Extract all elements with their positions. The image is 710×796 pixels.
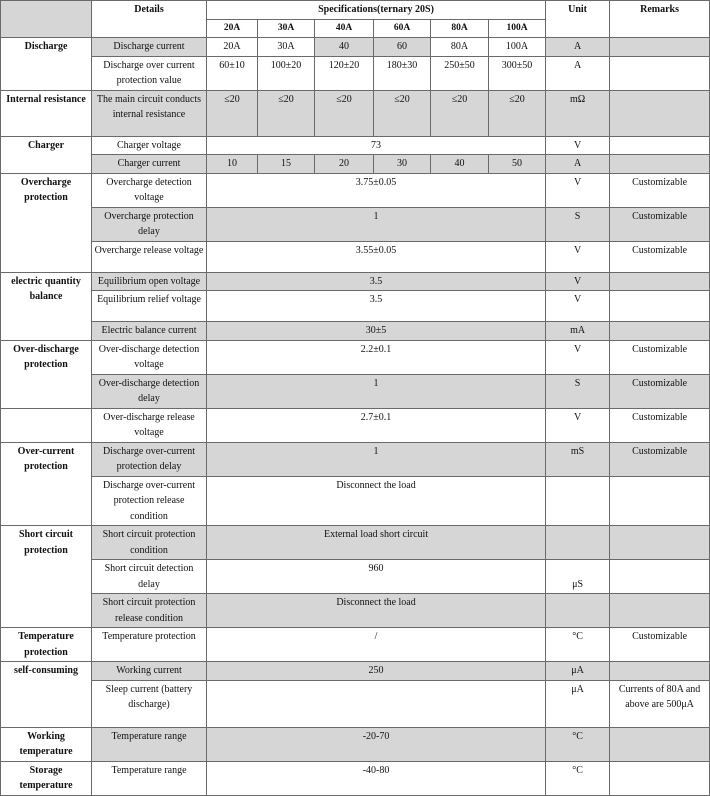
spec-value: 250±50 <box>431 56 489 90</box>
remark-cell: Customizable <box>610 207 710 241</box>
header-current-20a: 20A <box>207 19 258 38</box>
spec-value: 1 <box>207 374 546 408</box>
spec-value: 2.7±0.1 <box>207 408 546 442</box>
table-row <box>1 560 710 594</box>
param-label: Short circuit protection condition <box>92 526 207 560</box>
spec-value: 2.2±0.1 <box>207 340 546 374</box>
table-row <box>1 340 710 374</box>
param-label: Equilibrium relief voltage <box>92 291 207 322</box>
table-row <box>1 408 710 442</box>
table-row <box>1 56 710 90</box>
remark-cell: Customizable <box>610 241 710 272</box>
table-row <box>1 322 710 341</box>
category-blank-cell <box>1 408 92 442</box>
param-label: Over-discharge release voltage <box>92 408 207 442</box>
remark-cell <box>610 526 710 560</box>
spec-value: -40-80 <box>207 761 546 795</box>
param-label: Discharge current <box>92 38 207 57</box>
spec-value: ≤20 <box>258 90 315 136</box>
param-label: Temperature protection <box>92 628 207 662</box>
spec-value: 80A <box>431 38 489 57</box>
table-row <box>1 761 710 795</box>
param-label: Temperature range <box>92 761 207 795</box>
spec-value: 73 <box>207 136 546 155</box>
param-label: Charger voltage <box>92 136 207 155</box>
table-row <box>1 241 710 272</box>
unit-cell: V <box>546 340 610 374</box>
unit-cell: μA <box>546 662 610 681</box>
remark-cell: Customizable <box>610 442 710 476</box>
remark-cell <box>610 761 710 795</box>
category-over-current-protection: Over-current protection <box>1 442 92 526</box>
spec-value <box>207 680 546 727</box>
remark-cell: Customizable <box>610 628 710 662</box>
remark-cell: Currents of 80A and above are 500μA <box>610 680 710 727</box>
unit-cell: mS <box>546 442 610 476</box>
remark-cell: Customizable <box>610 408 710 442</box>
category-charger: Charger <box>1 136 92 173</box>
unit-cell: μA <box>546 680 610 727</box>
category-overcharge-protection: Overcharge protection <box>1 173 92 272</box>
table-row <box>1 526 710 560</box>
param-label: The main circuit conducts internal resistance <box>92 90 207 136</box>
spec-value: ≤20 <box>431 90 489 136</box>
spec-value: 250 <box>207 662 546 681</box>
unit-cell: °C <box>546 727 610 761</box>
table-row <box>1 374 710 408</box>
spec-value: 30±5 <box>207 322 546 341</box>
param-label: Discharge over-current protection release condition <box>92 476 207 526</box>
spec-value: 3.5 <box>207 272 546 291</box>
category-working-temperature: Working temperature <box>1 727 92 761</box>
remark-cell <box>610 594 710 628</box>
table-row <box>1 272 710 291</box>
header-current-80a: 80A <box>431 19 489 38</box>
param-label: Charger current <box>92 155 207 174</box>
unit-cell: μS <box>546 560 610 594</box>
table-row <box>1 442 710 476</box>
table-row <box>1 727 710 761</box>
unit-cell: V <box>546 241 610 272</box>
category-storage-temperature: Storage temperature <box>1 761 92 795</box>
remark-cell <box>610 727 710 761</box>
unit-cell: °C <box>546 628 610 662</box>
param-label: Over-discharge detection voltage <box>92 340 207 374</box>
spec-value: 300±50 <box>489 56 546 90</box>
remark-cell <box>610 560 710 594</box>
unit-cell <box>546 526 610 560</box>
param-label: Equilibrium open voltage <box>92 272 207 291</box>
header-unit: Unit <box>546 1 610 38</box>
remark-cell <box>610 155 710 174</box>
unit-cell: A <box>546 56 610 90</box>
remark-cell <box>610 136 710 155</box>
table-row <box>1 136 710 155</box>
header-current-40a: 40A <box>315 19 374 38</box>
param-label: Sleep current (battery discharge) <box>92 680 207 727</box>
spec-value: 120±20 <box>315 56 374 90</box>
spec-value: 50 <box>489 155 546 174</box>
spec-value: 3.55±0.05 <box>207 241 546 272</box>
unit-cell: mΩ <box>546 90 610 136</box>
spec-value: ≤20 <box>374 90 431 136</box>
unit-cell: °C <box>546 761 610 795</box>
remark-cell <box>610 291 710 322</box>
spec-value: 30A <box>258 38 315 57</box>
spec-value: / <box>207 628 546 662</box>
param-label: Short circuit detection delay <box>92 560 207 594</box>
param-label: Working current <box>92 662 207 681</box>
remark-cell <box>610 322 710 341</box>
table-row <box>1 680 710 727</box>
table-row <box>1 207 710 241</box>
param-label: Electric balance current <box>92 322 207 341</box>
spec-value: 3.75±0.05 <box>207 173 546 207</box>
spec-value: 40 <box>431 155 489 174</box>
spec-value: 100A <box>489 38 546 57</box>
header-specifications: Specifications(ternary 20S) <box>207 1 546 20</box>
unit-cell: V <box>546 173 610 207</box>
spec-value: 15 <box>258 155 315 174</box>
header-blank-cell <box>1 1 92 38</box>
param-label: Short circuit protection release condition <box>92 594 207 628</box>
unit-cell: S <box>546 374 610 408</box>
header-current-30a: 30A <box>258 19 315 38</box>
remark-cell <box>610 272 710 291</box>
param-label: Overcharge detection voltage <box>92 173 207 207</box>
spec-value: 100±20 <box>258 56 315 90</box>
table-row <box>1 173 710 207</box>
remark-cell <box>610 38 710 57</box>
remark-cell: Customizable <box>610 374 710 408</box>
category-self-consuming: self-consuming <box>1 662 92 728</box>
table-row <box>1 38 710 57</box>
param-label: Discharge over current protection value <box>92 56 207 90</box>
category-internal-resistance: Internal resistance <box>1 90 92 136</box>
header-details: Details <box>92 1 207 38</box>
spec-value: ≤20 <box>315 90 374 136</box>
spec-value: 60 <box>374 38 431 57</box>
table-row <box>1 628 710 662</box>
table-row <box>1 90 710 136</box>
spec-value: Disconnect the load <box>207 476 546 526</box>
unit-cell: V <box>546 408 610 442</box>
remark-cell <box>610 662 710 681</box>
param-label: Discharge over-current protection delay <box>92 442 207 476</box>
table-row <box>1 662 710 681</box>
unit-cell: V <box>546 136 610 155</box>
spec-value: 40 <box>315 38 374 57</box>
remark-cell <box>610 56 710 90</box>
remark-cell: Customizable <box>610 340 710 374</box>
unit-cell: A <box>546 155 610 174</box>
spec-value: External load short circuit <box>207 526 546 560</box>
spec-value: 30 <box>374 155 431 174</box>
remark-cell <box>610 90 710 136</box>
spec-value: 3.5 <box>207 291 546 322</box>
spec-value: 10 <box>207 155 258 174</box>
remark-cell: Customizable <box>610 173 710 207</box>
spec-value: 1 <box>207 207 546 241</box>
category-discharge: Discharge <box>1 38 92 91</box>
category-over-discharge-protection: Over-discharge protection <box>1 340 92 408</box>
unit-cell: mA <box>546 322 610 341</box>
spec-value: 960 <box>207 560 546 594</box>
table-row <box>1 476 710 526</box>
category-temperature-protection: Temperature protection <box>1 628 92 662</box>
spec-value: 180±30 <box>374 56 431 90</box>
spec-value: ≤20 <box>207 90 258 136</box>
table-row <box>1 155 710 174</box>
param-label: Overcharge release voltage <box>92 241 207 272</box>
spec-value: 20A <box>207 38 258 57</box>
header-current-60a: 60A <box>374 19 431 38</box>
header-current-100a: 100A <box>489 19 546 38</box>
spec-value: -20-70 <box>207 727 546 761</box>
param-label: Overcharge protection delay <box>92 207 207 241</box>
param-label: Over-discharge detection delay <box>92 374 207 408</box>
spec-value: 20 <box>315 155 374 174</box>
category-electric-quantity-balance: electric quantity balance <box>1 272 92 340</box>
table-row <box>1 594 710 628</box>
header-remarks: Remarks <box>610 1 710 38</box>
spec-value: Disconnect the load <box>207 594 546 628</box>
spec-value: 60±10 <box>207 56 258 90</box>
param-label: Temperature range <box>92 727 207 761</box>
unit-cell: S <box>546 207 610 241</box>
unit-cell: A <box>546 38 610 57</box>
unit-cell <box>546 594 610 628</box>
category-short-circuit-protection: Short circuit protection <box>1 526 92 628</box>
unit-cell: V <box>546 291 610 322</box>
table-row <box>1 291 710 322</box>
spec-value: ≤20 <box>489 90 546 136</box>
unit-cell: V <box>546 272 610 291</box>
unit-cell <box>546 476 610 526</box>
remark-cell <box>610 476 710 526</box>
spec-value: 1 <box>207 442 546 476</box>
